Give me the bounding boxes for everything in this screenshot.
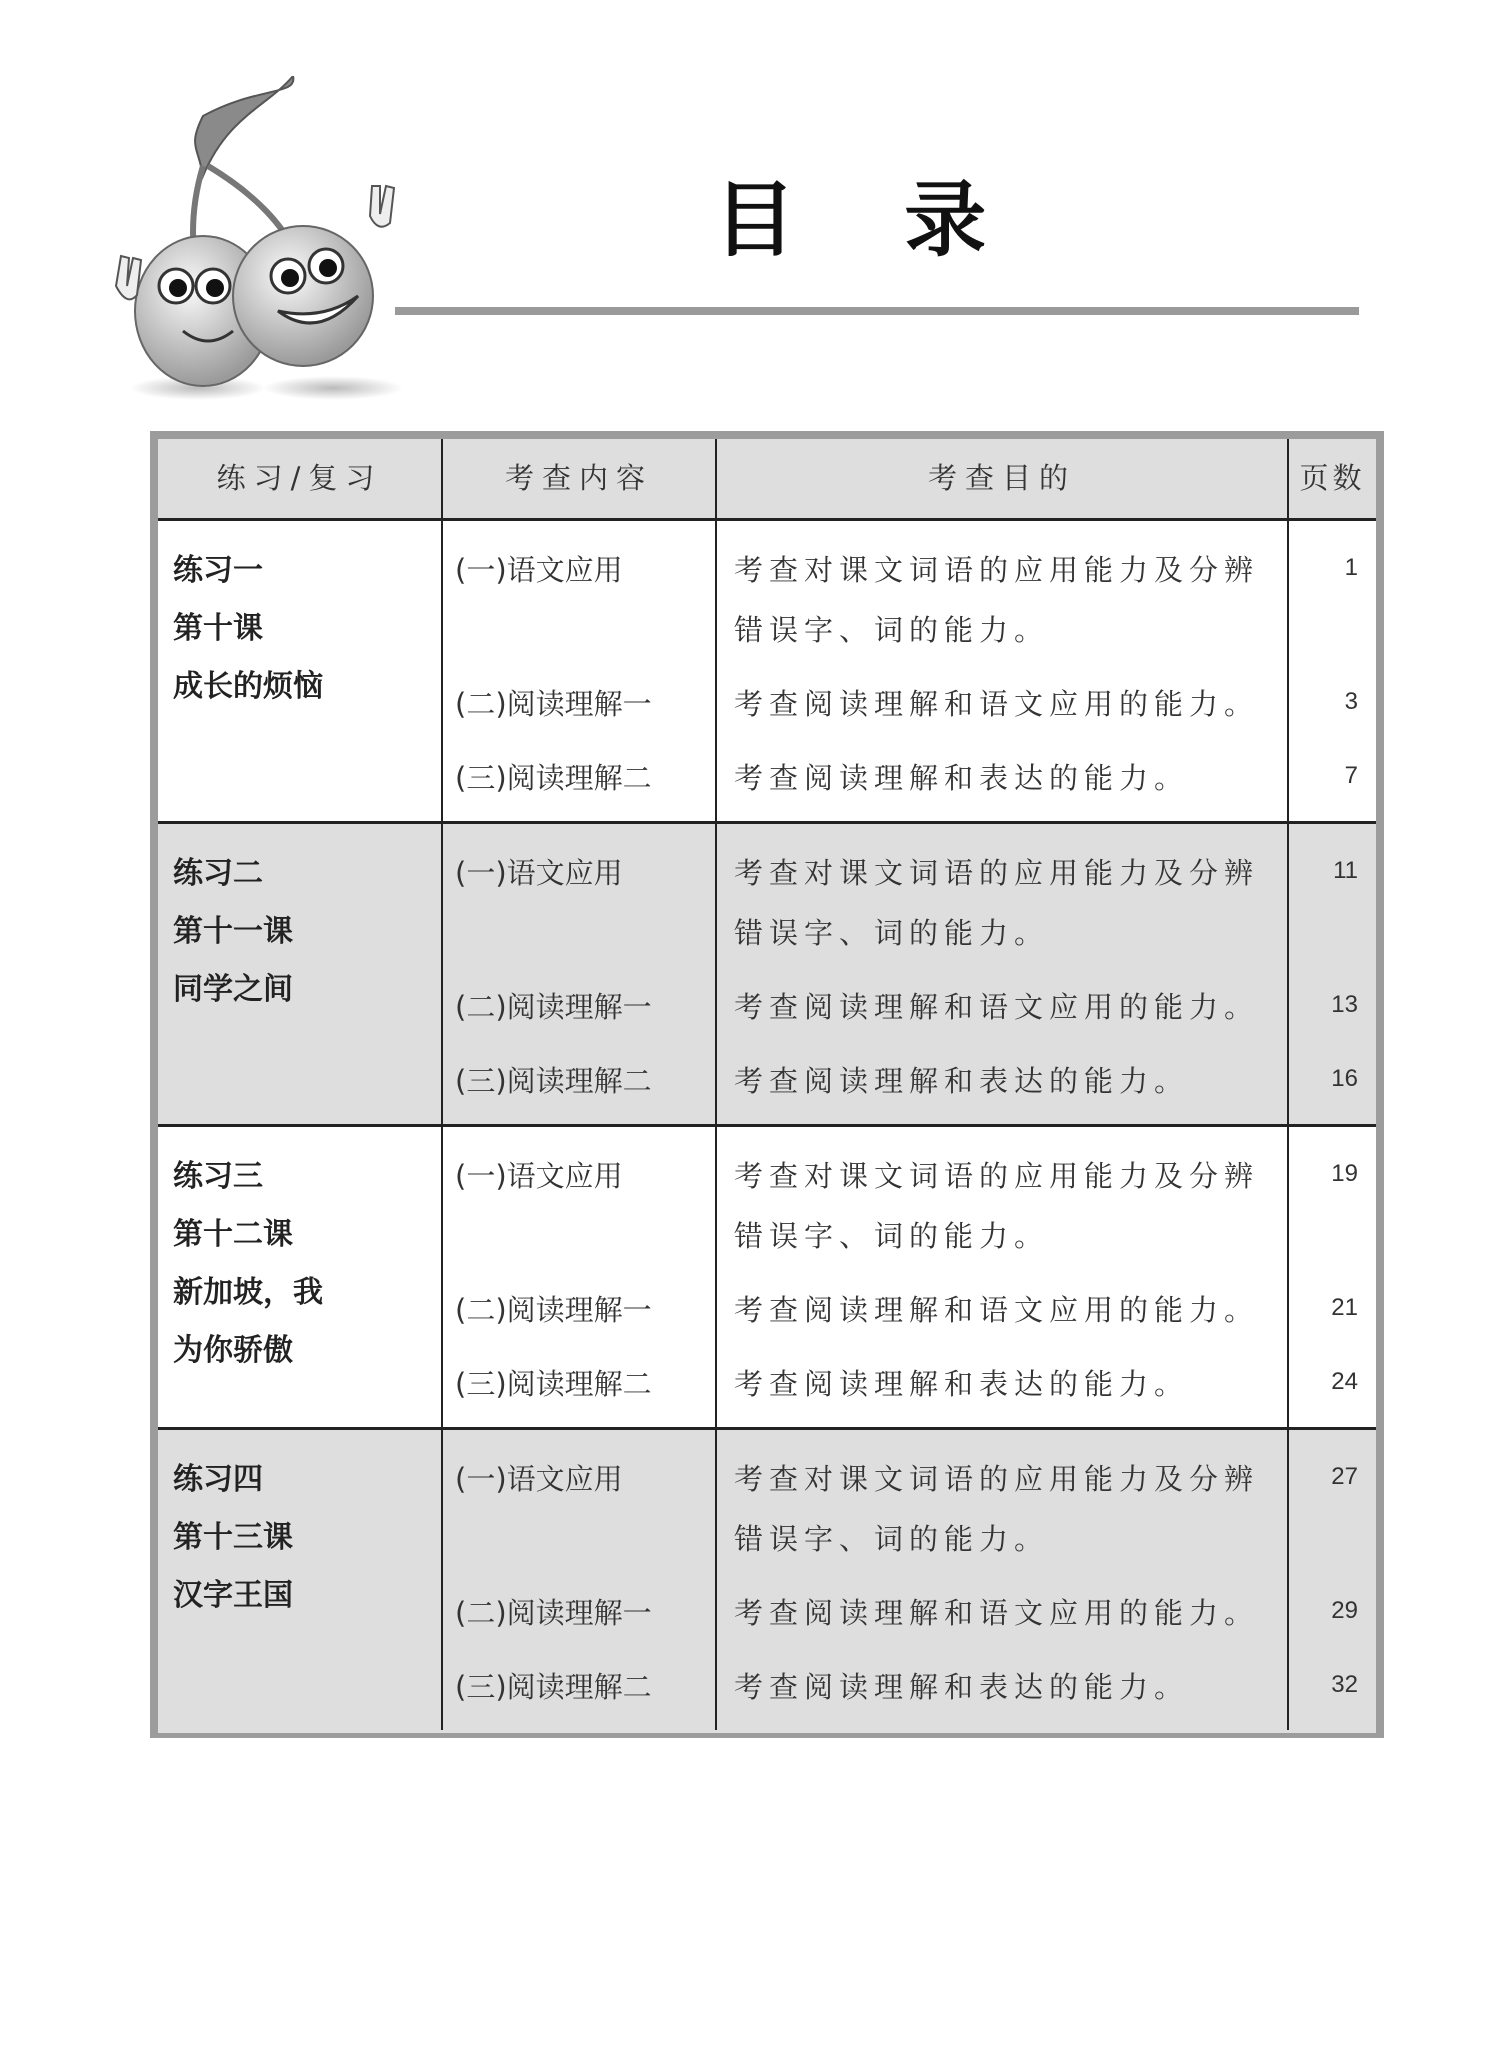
header-purpose: 考查目的 (927, 461, 1076, 495)
exercise-label: 同学之间 (173, 972, 293, 1007)
purpose-text: 考查对课文词语的应用能力及分辨 (734, 1159, 1260, 1193)
page-number: 1 (1344, 554, 1358, 581)
table-row (158, 824, 1376, 1127)
page-number: 3 (1344, 688, 1358, 715)
exercise-label: 练习三 (173, 1159, 263, 1194)
purpose-text: 错误字、词的能力。 (734, 1219, 1050, 1253)
page-number: 27 (1331, 1463, 1358, 1490)
header-exercise: 练习/复习 (216, 461, 383, 495)
column-divider (1287, 439, 1289, 1730)
header-content: 考查内容 (504, 461, 653, 495)
exercise-label: 第十二课 (173, 1217, 293, 1252)
cherry-mascot-illustration (108, 76, 428, 420)
exercise-label: 汉字王国 (173, 1578, 293, 1613)
page-number: 13 (1331, 991, 1358, 1018)
table-row (158, 521, 1376, 824)
content-item: (三)阅读理解二 (455, 761, 652, 795)
table-row (158, 1430, 1376, 1733)
exercise-label: 第十课 (173, 611, 263, 646)
column-divider (715, 439, 717, 1730)
content-item: (三)阅读理解二 (455, 1670, 652, 1704)
purpose-text: 考查阅读理解和表达的能力。 (734, 1670, 1190, 1704)
content-item: (一)语文应用 (455, 856, 623, 890)
title-divider (395, 307, 1359, 315)
content-item: (二)阅读理解一 (455, 687, 652, 721)
purpose-text: 考查阅读理解和表达的能力。 (734, 761, 1190, 795)
page-number: 21 (1331, 1294, 1358, 1321)
content-item: (三)阅读理解二 (455, 1367, 652, 1401)
purpose-text: 考查阅读理解和语文应用的能力。 (734, 687, 1260, 721)
exercise-label: 练习四 (173, 1462, 263, 1497)
purpose-text: 考查阅读理解和语文应用的能力。 (734, 1596, 1260, 1630)
column-divider (441, 439, 443, 1730)
exercise-label: 练习一 (173, 553, 263, 588)
content-item: (一)语文应用 (455, 1159, 623, 1193)
content-item: (二)阅读理解一 (455, 990, 652, 1024)
exercise-label: 第十一课 (173, 914, 293, 949)
purpose-text: 考查阅读理解和语文应用的能力。 (734, 990, 1260, 1024)
purpose-text: 考查对课文词语的应用能力及分辨 (734, 1462, 1260, 1496)
table-row (158, 1127, 1376, 1430)
exercise-label: 第十三课 (173, 1520, 293, 1555)
page-number: 16 (1331, 1065, 1358, 1092)
exercise-label: 新加坡，我 (173, 1275, 323, 1310)
purpose-text: 错误字、词的能力。 (734, 613, 1050, 647)
table-header-row (158, 439, 1376, 521)
purpose-text: 考查对课文词语的应用能力及分辨 (734, 553, 1260, 587)
page-number: 19 (1331, 1160, 1358, 1187)
exercise-label: 为你骄傲 (173, 1333, 293, 1368)
page-number: 7 (1344, 762, 1358, 789)
header-page: 页数 (1299, 461, 1366, 495)
exercise-label: 练习二 (173, 856, 263, 891)
purpose-text: 错误字、词的能力。 (734, 916, 1050, 950)
page-number: 11 (1333, 857, 1358, 884)
exercise-label: 成长的烦恼 (173, 669, 323, 704)
page-number: 24 (1331, 1368, 1358, 1395)
purpose-text: 考查阅读理解和表达的能力。 (734, 1064, 1190, 1098)
content-item: (三)阅读理解二 (455, 1064, 652, 1098)
content-item: (二)阅读理解一 (455, 1293, 652, 1327)
purpose-text: 考查对课文词语的应用能力及分辨 (734, 856, 1260, 890)
page-number: 32 (1331, 1671, 1358, 1698)
content-item: (一)语文应用 (455, 553, 623, 587)
content-item: (一)语文应用 (455, 1462, 623, 1496)
page-number: 29 (1331, 1597, 1358, 1624)
contents-table (150, 431, 1384, 1738)
content-item: (二)阅读理解一 (455, 1596, 652, 1630)
purpose-text: 考查阅读理解和表达的能力。 (734, 1367, 1190, 1401)
purpose-text: 错误字、词的能力。 (734, 1522, 1050, 1556)
page-title: 目 录 (713, 173, 1027, 268)
purpose-text: 考查阅读理解和语文应用的能力。 (734, 1293, 1260, 1327)
